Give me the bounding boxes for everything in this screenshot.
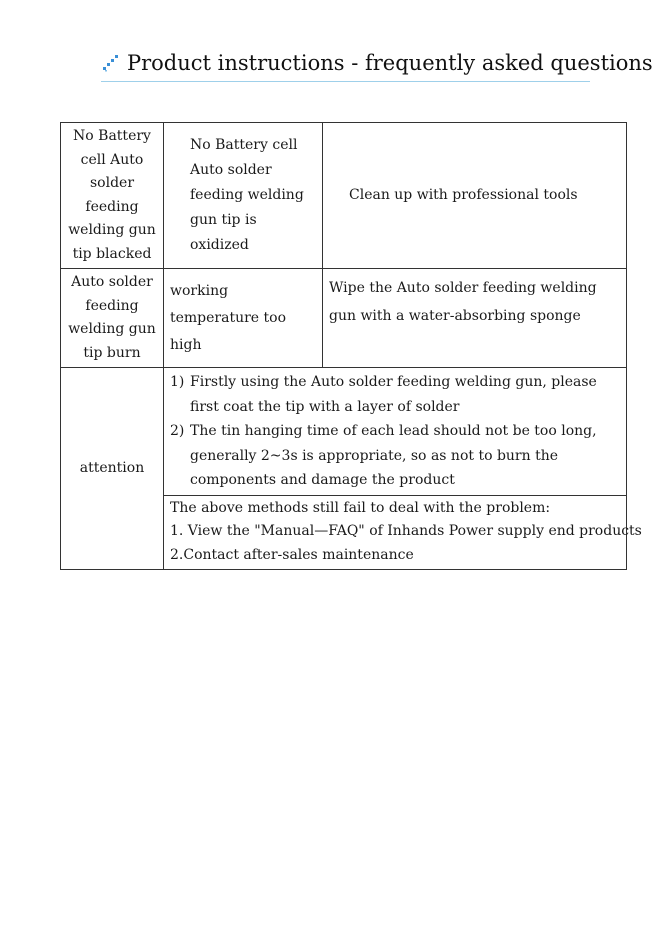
list-number: 2) [170, 423, 185, 439]
fallback-cell [164, 495, 642, 570]
list-item [170, 370, 620, 419]
list-number: 1) [170, 374, 185, 390]
page-header [101, 48, 653, 82]
cause-cell: No Battery cell Auto solder feeding welding gun tip is oxidized [164, 123, 323, 269]
fallback-line: The above methods still fail to deal with the problem: [170, 499, 551, 516]
solution-cell: Wipe the Auto solder feeding welding gun with a water-absorbing sponge [323, 269, 627, 368]
fallback-line: 1. View the "Manual—FAQ" of Inhands Power supply end products [170, 523, 642, 539]
issue-cell: Auto solder feeding welding gun tip burn [61, 269, 164, 368]
issue-cell: No Battery cell Auto solder feeding welding gun tip blacked [61, 123, 164, 269]
table-row [61, 123, 627, 269]
list-text: Firstly using the Auto solder feeding welding gun, please first coat the tip with a layer of solder [190, 374, 597, 415]
attention-label: attention [61, 368, 164, 570]
page-title: Product instructions - frequently asked questions [127, 51, 653, 75]
attention-row [61, 368, 627, 496]
solution-cell: Clean up with professional tools [323, 123, 627, 269]
list-item [170, 419, 620, 493]
cause-cell: working temperature too high [164, 269, 323, 368]
table-row [61, 269, 627, 368]
fallback-line: 2.Contact after-sales maintenance [170, 546, 414, 563]
attention-list [164, 368, 627, 496]
stair-icon [101, 54, 119, 72]
faq-table [60, 122, 642, 570]
list-text: The tin hanging time of each lead should not be too long, generally 2~3s is appropriate, so as not to burn the components and damage the product [190, 423, 597, 488]
